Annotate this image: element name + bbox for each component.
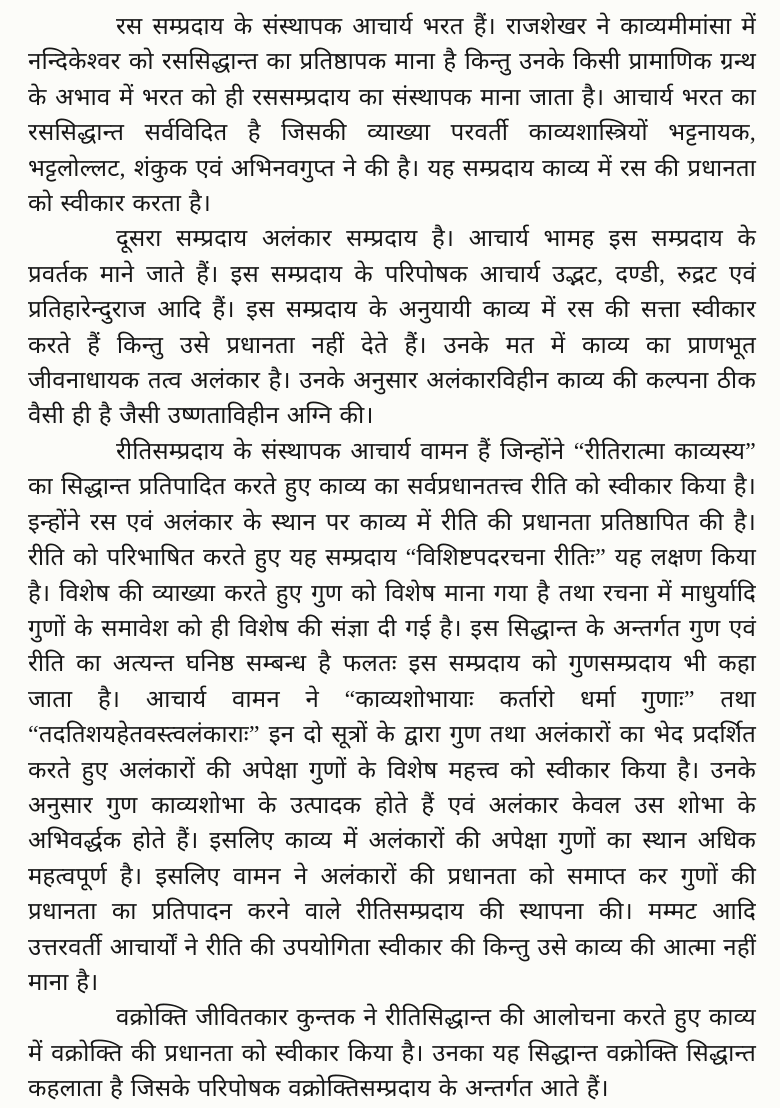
paragraph-vakrokti-siddhanta: वक्रोक्ति जीवितकार कुन्तक ने रीतिसिद्धान्त की आलोचना करते हुए काव्य में वक्रोक्ति की प्रधानता को स्वीकार किया है। उनका यह सिद्धान्त वक्रोक्ति सिद्धान्त कहलाता है जिसके परिपोषक वक्रोक्तिसम्प्रदाय के अन्तर्गत आते हैं। <box>28 1005 756 1103</box>
paragraph-riti-sampradaya: रीतिसम्प्रदाय के संस्थापक आचार्य वामन हैं जिन्होंने “रीतिरात्मा काव्यस्य” का सिद्धान्त प्रतिपादित करते हुए काव्य का सर्वप्रधानतत्त्व रीति को स्वीकार किया है। इन्होंने रस एवं अलंकार के स्थान पर काव्य में रीति की प्रधानता प्रतिष्ठापित की है। रीति को परिभाषित करते हुए यह सम्प्रदाय “विशिष्टपदरचना रीतिः” यह लक्षण किया है। विशेष की व्याख्या करते हुए गुण को विशेष माना गया है तथा रचना में माधुर्यादि गुणों के समावेश को ही विशेष की संज्ञा दी गई है। इस सिद्धान्त के अन्तर्गत गुण एवं रीति का अत्यन्त घनिष्ठ सम्बन्ध है फलतः इस सम्प्रदाय को गुणसम्प्रदाय भी कहा जाता है। आचार्य वामन ने “काव्यशोभायाः कर्तारो धर्मा गुणाः” तथा “तदतिशयहेतवस्त्वलंकाराः” इन दो सूत्रों के द्वारा गुण तथा अलंकारों का भेद प्रदर्शित करते हुए अलंकारों की अपेक्षा गुणों के विशेष महत्त्व को स्वीकार किया है। उनके अनुसार गुण काव्यशोभा के उत्पादक होते हैं एवं अलंकार केवल उस शोभा के अभिवर्द्धक होते हैं। इसलिए काव्य में अलंकारों की अपेक्षा गुणों का स्थान अधिक महत्वपूर्ण है। इसलिए वामन ने अलंकारों की प्रधानता को समाप्त कर गुणों की प्रधानता का प्रतिपादन करने वाले रीतिसम्प्रदाय की स्थापना की। मम्मट आदि उत्तरवर्ती आचार्यों ने रीति की उपयोगिता स्वीकार की किन्तु उसे काव्य की आत्मा नहीं माना है। <box>28 438 756 996</box>
paragraph-rasa-sampradaya: रस सम्प्रदाय के संस्थापक आचार्य भरत हैं। राजशेखर ने काव्यमीमांसा में नन्दिकेश्वर को रससिद्धान्त का प्रतिष्ठापक माना है किन्तु उनके किसी प्रामाणिक ग्रन्थ के अभाव में भरत को ही रससम्प्रदाय का संस्थापक माना जाता है। आचार्य भरत का रससिद्धान्त सर्वविदित है जिसकी व्याख्या परवर्ती काव्यशास्त्रियों भट्टनायक, भट्टलोल्लट, शंकुक एवं अभिनवगुप्त ने की है। यह सम्प्रदाय काव्य में रस की प्रधानता को स्वीकार करता है। <box>28 14 756 218</box>
paragraph-alankara-sampradaya: दूसरा सम्प्रदाय अलंकार सम्प्रदाय है। आचार्य भामह इस सम्प्रदाय के प्रवर्तक माने जाते हैं। इस सम्प्रदाय के परिपोषक आचार्य उद्भट, दण्डी, रुद्रट एवं प्रतिहारेन्दुराज आदि हैं। इस सम्प्रदाय के अनुयायी काव्य में रस की सत्ता स्वीकार करते हैं किन्तु उसे प्रधानता नहीं देते हैं। उनके मत में काव्य का प्राणभूत जीवनाधायक तत्व अलंकार है। उनके अनुसार अलंकारविहीन काव्य की कल्पना ठीक वैसी ही है जैसी उष्णताविहीन अग्नि की। <box>28 226 756 430</box>
